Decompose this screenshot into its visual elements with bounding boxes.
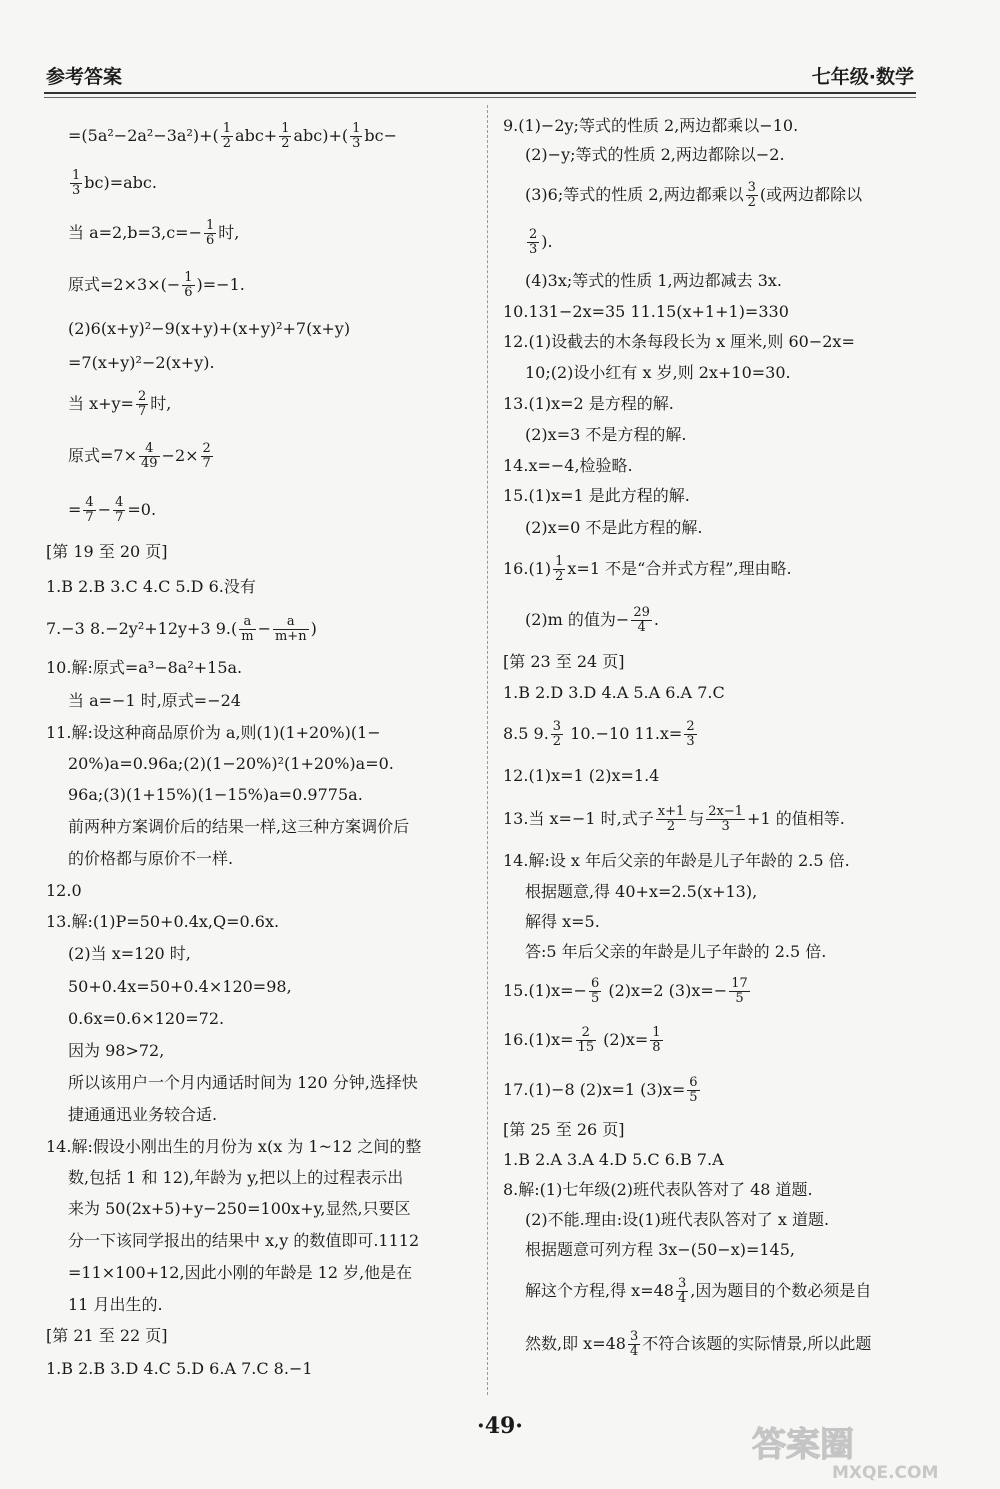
- watermark-text: 答案圈: [752, 1425, 854, 1465]
- answer-line: 然数,即 x=48 $\frac{3}{4}$ 不符合该题的实际情景,所以此题: [525, 1329, 872, 1359]
- answer-line: 13.解:(1)P=50+0.4x,Q=0.6x.: [46, 912, 280, 931]
- answer-line: 1.B 2.D 3.D 4.A 5.A 6.A 7.C: [503, 683, 725, 702]
- fraction: $\frac{x+1}{2}$: [657, 804, 685, 834]
- left-column: [46, 113, 476, 1387]
- fraction: $\frac{2}{15}$: [577, 1025, 595, 1055]
- right-column: [503, 113, 923, 1371]
- answer-line: (2)m 的值为− $\frac{29}{4}$ .: [525, 605, 659, 635]
- answer-line: 13.(1)x=2 是方程的解.: [503, 394, 674, 413]
- section-heading: [第 25 至 26 页]: [503, 1120, 625, 1139]
- fraction: $\frac{17}{5}$: [731, 976, 748, 1006]
- fraction: $\frac{1}{6}$: [206, 218, 215, 248]
- answer-line: 14.解:设 x 年后父亲的年龄是儿子年龄的 2.5 倍.: [503, 851, 850, 870]
- answer-line: 10.解:原式=a³−8a²+15a.: [46, 658, 243, 677]
- answer-line: $\frac{2}{3}$ ).: [529, 227, 553, 257]
- answer-line: 1.B 2.B 3.C 4.C 5.D 6.没有: [46, 577, 256, 596]
- answer-line: 根据题意可列方程 3x−(50−x)=145,: [525, 1240, 796, 1259]
- answer-line: (3)6;等式的性质 2,两边都乘以 $\frac{3}{2}$ (或两边都除以: [525, 180, 863, 210]
- fraction: $\frac{4}{7}$: [85, 495, 94, 525]
- answer-line: 11 月出生的.: [68, 1295, 163, 1314]
- watermark-logo: [732, 1420, 972, 1482]
- answer-line: 分一下该同学报出的结果中 x,y 的数值即可.1112: [68, 1231, 420, 1250]
- answer-line: =11×100+12,因此小刚的年龄是 12 岁,他是在: [68, 1263, 413, 1282]
- answer-line: 答:5 年后父亲的年龄是儿子年龄的 2.5 倍.: [525, 942, 827, 961]
- answer-line: 11.解:设这种商品原价为 a,则(1)(1+20%)(1−: [46, 723, 381, 742]
- fraction: $\frac{2}{3}$: [529, 227, 538, 257]
- answer-line: 96a;(3)(1+15%)(1−15%)a=0.9775a.: [68, 785, 363, 804]
- answer-line: 原式=2×3×(− $\frac{1}{6}$ )=−1.: [68, 270, 245, 300]
- answer-line: 原式=7× $\frac{4}{49}$ −2× $\frac{2}{7}$: [68, 441, 211, 471]
- answer-line: 所以该用户一个月内通话时间为 120 分钟,选择快: [68, 1073, 418, 1092]
- answer-line: (2)6(x+y)²−9(x+y)+(x+y)²+7(x+y): [68, 319, 351, 338]
- answer-line: 0.6x=0.6×120=72.: [68, 1009, 225, 1028]
- answer-line: $\frac{1}{3}$ bc)=abc.: [72, 168, 157, 198]
- fraction: $\frac{1}{2}$: [555, 554, 564, 584]
- fraction: $\frac{29}{4}$: [633, 605, 650, 635]
- answer-line: 12.(1)设截去的木条每段长为 x 厘米,则 60−2x=: [503, 332, 855, 351]
- header-rule: [44, 92, 916, 94]
- answer-line: 10;(2)设小红有 x 岁,则 2x+10=30.: [525, 363, 791, 382]
- answer-line: (2)当 x=120 时,: [68, 944, 191, 963]
- fraction: $\frac{4}{49}$: [141, 441, 158, 471]
- answer-line: 15.(1)x=1 是此方程的解.: [503, 486, 690, 505]
- column-divider: [487, 105, 488, 1395]
- answer-line: 14.解:假设小刚出生的月份为 x(x 为 1~12 之间的整: [46, 1137, 422, 1156]
- fraction: $\frac{1}{8}$: [652, 1025, 661, 1055]
- answer-line: 来为 50(2x+5)+y−250=100x+y,显然,只要区: [68, 1199, 411, 1218]
- answer-line: 解这个方程,得 x=48 $\frac{3}{4}$ ,因为题目的个数必须是自: [525, 1276, 872, 1306]
- answer-line: = $\frac{4}{7}$ − $\frac{4}{7}$ =0.: [68, 495, 157, 525]
- answer-line: 12.0: [46, 881, 82, 900]
- fraction: $\frac{4}{7}$: [115, 495, 124, 525]
- answer-line: 20%)a=0.96a;(2)(1−20%)²(1+20%)a=0.: [68, 754, 394, 773]
- fraction: $\frac{1}{2}$: [281, 121, 290, 151]
- fraction: $\frac{1}{3}$: [72, 168, 81, 198]
- answer-line: 50+0.4x=50+0.4×120=98,: [68, 977, 292, 996]
- fraction: $\frac{6}{5}$: [590, 976, 600, 1006]
- answer-line: 当 x+y= $\frac{2}{7}$ 时,: [68, 389, 172, 419]
- fraction: $\frac{a}{m+n}$: [274, 614, 307, 644]
- watermark-url: MXQE.COM: [832, 1463, 939, 1482]
- answer-line: (2)−y;等式的性质 2,两边都除以−2.: [525, 145, 785, 164]
- fraction: $\frac{2}{3}$: [686, 719, 695, 749]
- answer-line: 当 a=−1 时,原式=−24: [68, 691, 241, 710]
- answer-line: 前两种方案调价后的结果一样,这三种方案调价后: [68, 817, 410, 836]
- answer-line: (2)x=0 不是此方程的解.: [525, 518, 703, 537]
- answer-line: 8.解:(1)七年级(2)班代表队答对了 48 道题.: [503, 1180, 813, 1199]
- answer-line: 1.B 2.A 3.A 4.D 5.C 6.B 7.A: [503, 1150, 724, 1169]
- fraction: $\frac{2}{7}$: [202, 441, 211, 471]
- answer-line: 的价格都与原价不一样.: [68, 849, 234, 868]
- header-rule-thin: [44, 97, 916, 98]
- answer-line: (2)x=3 不是方程的解.: [525, 425, 687, 444]
- fraction: $\frac{2x-1}{3}$: [708, 804, 744, 834]
- answer-line: 16.(1) $\frac{1}{2}$ x=1 不是“合并式方程”,理由略.: [503, 554, 792, 584]
- answer-line: 1.B 2.B 3.D 4.C 5.D 6.A 7.C 8.−1: [46, 1359, 313, 1378]
- answer-line: 9.(1)−2y;等式的性质 2,两边都乘以−10.: [503, 116, 799, 135]
- header-title-left: 参考答案: [46, 66, 123, 88]
- fraction: $\frac{3}{4}$: [677, 1276, 687, 1306]
- fraction: $\frac{1}{2}$: [222, 121, 232, 151]
- fraction: $\frac{1}{6}$: [184, 270, 193, 300]
- answer-line: =7(x+y)²−2(x+y).: [68, 353, 215, 372]
- answer-line: 根据题意,得 40+x=2.5(x+13),: [525, 882, 758, 901]
- answer-line: 14.x=−4,检验略.: [503, 456, 633, 475]
- header-title-right: 七年级·数学: [811, 66, 914, 88]
- answer-line: 当 a=2,b=3,c=− $\frac{1}{6}$ 时,: [68, 218, 240, 248]
- answer-line: 7.−3 8.−2y²+12y+3 9.( $\frac{a}{m}$ − $\frac{a}{m+n}$ ): [46, 614, 317, 644]
- answer-line: 16.(1)x= $\frac{2}{15}$ (2)x= $\frac{1}{8}$: [503, 1025, 661, 1055]
- answer-line: 15.(1)x=− $\frac{6}{5}$ (2)x=2 (3)x=− $\frac{17}{5}$: [503, 976, 748, 1006]
- answer-line: 数,包括 1 和 12),年龄为 y,把以上的过程表示出: [68, 1168, 404, 1187]
- fraction: $\frac{3}{2}$: [747, 180, 756, 210]
- section-heading: [第 19 至 20 页]: [46, 542, 168, 561]
- answer-line: (4)3x;等式的性质 1,两边都减去 3x.: [525, 271, 782, 290]
- answer-line: 捷通通迅业务较合适.: [68, 1105, 218, 1124]
- section-heading: [第 23 至 24 页]: [503, 652, 625, 671]
- answer-line: 10.131−2x=35 11.15(x+1+1)=330: [503, 302, 789, 321]
- section-heading: [第 21 至 22 页]: [46, 1326, 168, 1345]
- page-number: ·49·: [477, 1413, 523, 1439]
- answer-line: 8.5 9. $\frac{3}{2}$ 10.−10 11.x= $\frac{2}{3}$: [503, 719, 695, 749]
- fraction: $\frac{a}{m}$: [241, 614, 254, 644]
- answer-line: 因为 98>72,: [68, 1041, 165, 1060]
- fraction: $\frac{3}{2}$: [552, 719, 562, 749]
- answer-line: 13.当 x=−1 时,式子 $\frac{x+1}{2}$ 与 $\frac{2x-1}{3}$ +1 的值相等.: [503, 804, 845, 834]
- fraction: $\frac{3}{4}$: [629, 1329, 639, 1359]
- fraction: $\frac{1}{3}$: [352, 121, 361, 151]
- answer-line: (2)不能.理由:设(1)班代表队答对了 x 道题.: [525, 1210, 830, 1229]
- fraction: $\frac{6}{5}$: [689, 1075, 698, 1105]
- answer-line: 12.(1)x=1 (2)x=1.4: [503, 766, 660, 785]
- answer-line: =(5a²−2a²−3a²)+( $\frac{1}{2}$ abc+ $\frac{1}{2}$ abc)+( $\frac{1}{3}$ bc−: [68, 121, 397, 151]
- answer-line: 解得 x=5.: [525, 912, 600, 931]
- fraction: $\frac{2}{7}$: [137, 389, 147, 419]
- answer-line: 17.(1)−8 (2)x=1 (3)x= $\frac{6}{5}$: [503, 1075, 698, 1105]
